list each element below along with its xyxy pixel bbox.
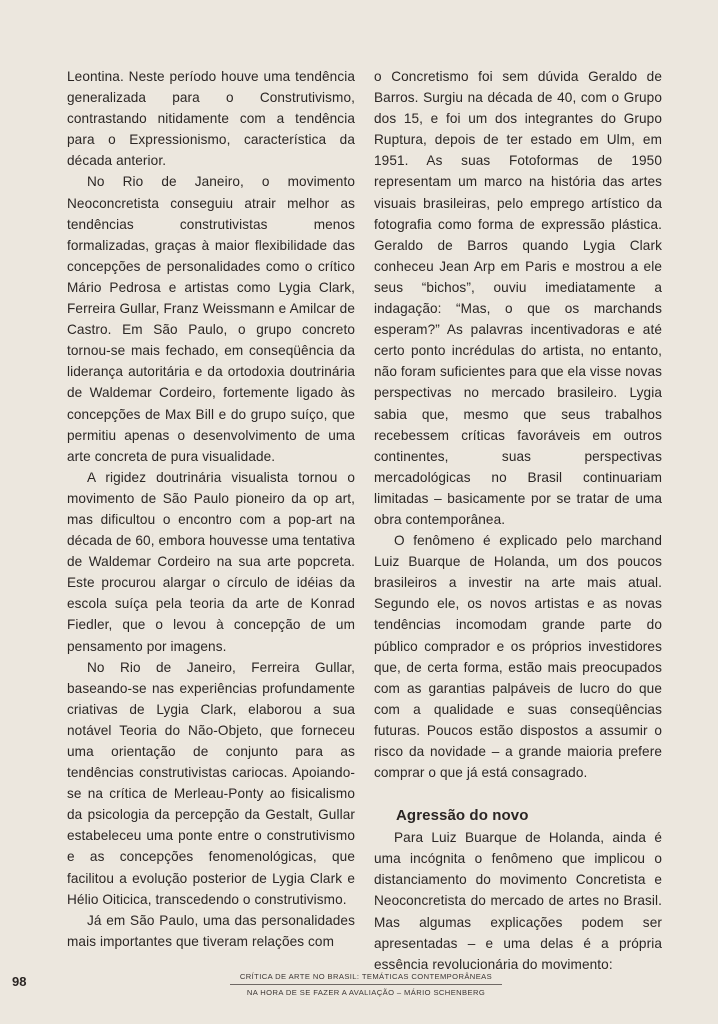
paragraph: No Rio de Janeiro, o movimento Neoconcretista conseguiu atrair melhor as tendências construtivistas menos formalizadas, graças à maior flexibilidade das concepções de personalidades como o crítico Mário Pedrosa e artistas como Lygia Clark, Ferreira Gullar, Franz Weissmann e Amilcar de Castro. Em São Paulo, o grupo concreto tornou-se mais fechado, em conseqüência da liderança autoritária e da ortodoxia doutrinária de Waldemar Cordeiro, fortemente ligado às concepções de Max Bill e do grupo suíço, que permitiu apenas o desenvolvimento de uma arte concreta de pura visualidade. [67, 174, 355, 464]
paragraph: A rigidez doutrinária visualista tornou o movimento de São Paulo pioneiro da op art, mas dificultou o encontro com a pop-art na década de 60, embora houvesse uma tentativa de Waldemar Cordeiro na sua arte popcreta. Este procurou alargar o círculo de idéias da escola suíça pela teoria da arte de Konrad Fiedler, que o levou à concepção de um pensamento por imagens. [67, 469, 355, 654]
paragraph: Leontina. Neste período houve uma tendência generalizada para o Construtivismo, contrastando nitidamente com a tendência para o Expressionismo, característica da década anterior. [67, 69, 355, 169]
running-footer [230, 970, 502, 999]
footer-chapter-title: NA HORA DE SE FAZER A AVALIAÇÃO – MÁRIO SCHENBERG [246, 988, 486, 997]
paragraph: o Concretismo foi sem dúvida Geraldo de Barros. Surgiu na década de 40, com o Grupo dos 15, e foi um dos integrantes do Grupo Ruptura, depois de ter estado em Ulm, em 1951. As suas Fotoformas de 1950 representam um marco na história das artes visuais brasileiras, pelo emprego artístico da fotografia como forma de expressão plástica. Geraldo de Barros quando Lygia Clark conheceu Jean Arp em Paris e mostrou a ele seus “bichos”, ouviu imediatamente a indagação: “Mas, o que os marchands esperam?” As palavras incentivadoras e até certo ponto incrédulas do artista, no entanto, não foram suficientes para que ela visse novas perspectivas no mercado brasileiro. Lygia sabia que, mesmo que seus trabalhos recebessem críticas favoráveis em outros continentes, suas perspectivas mercadológicas no Brasil continuariam limitadas – basicamente por se tratar de uma obra contemporânea. [374, 69, 662, 527]
footer-book-title: CRÍTICA DE ARTE NO BRASIL: TEMÁTICAS CONTEMPORÂNEAS [230, 970, 502, 985]
page-number: 98 [12, 974, 27, 989]
paragraph: O fenômeno é explicado pelo marchand Luiz Buarque de Holanda, um dos poucos brasileiros a investir na arte mais atual. Segundo ele, os novos artistas e as novas tendências incomodam grande parte do público comprador e os próprios investidores que, de certa forma, estão mais preocupados com as garantias palpáveis de lucro do que com a qualidade e suas conseqüências futuras. Poucos estão dispostos a assumir o risco da novidade – a grande maioria prefere comprar o que já está consagrado. [374, 533, 662, 781]
paragraph: No Rio de Janeiro, Ferreira Gullar, baseando-se nas experiências profundamente criativas de Lygia Clark, elaborou a sua notável Teoria do Não-Objeto, que forneceu uma orientação de conjunto para as tendências construtivistas cariocas. Apoiando-se na crítica de Merleau-Ponty ao fisicalismo da psicologia da percepção da Gestalt, Gullar estabeleceu uma ponte entre o construtivismo e as concepções fenomenológicas, que facilitou a evolução posterior de Lygia Clark e Hélio Oiticica, transcedendo o construtivismo. [67, 659, 355, 907]
right-column [374, 66, 662, 975]
left-column [67, 66, 355, 952]
paragraph: Para Luiz Buarque de Holanda, ainda é uma incógnita o fenômeno que implicou o distanciamento do movimento Concretista e Neoconcretista do mercado de artes no Brasil. Mas algumas explicações podem ser apresentadas – e uma delas é a própria essência revolucionária do movimento: [374, 830, 662, 972]
section-heading: Agressão do novo [396, 807, 529, 825]
paragraph: Já em São Paulo, uma das personalidades mais importantes que tiveram relações com [67, 912, 355, 949]
